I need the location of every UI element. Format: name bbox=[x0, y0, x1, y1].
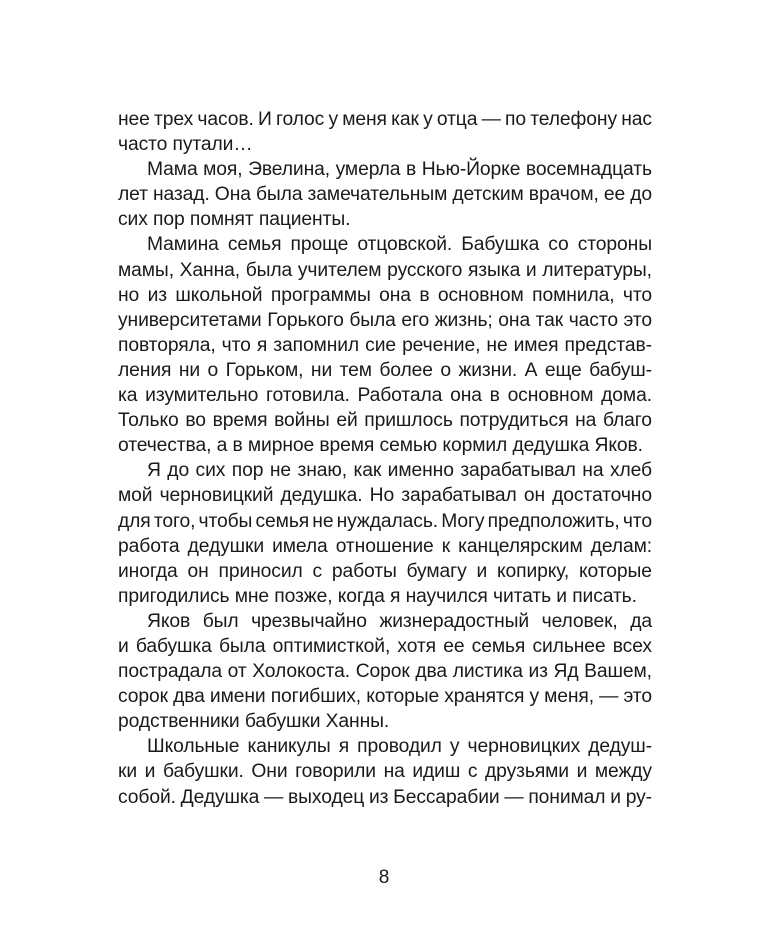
text-word: часов. bbox=[197, 109, 254, 130]
text-word: Горького bbox=[267, 309, 344, 331]
text-word: меня, bbox=[544, 686, 595, 708]
text-word: замечательным bbox=[307, 184, 448, 206]
text-word: от bbox=[227, 661, 247, 683]
text-line bbox=[118, 132, 652, 157]
text-word: отцовской. bbox=[357, 234, 453, 256]
text-word: нее bbox=[118, 109, 150, 130]
text-word: Школьные bbox=[147, 736, 240, 758]
text-word: И bbox=[257, 109, 272, 130]
text-word: дома. bbox=[601, 385, 652, 407]
text-line bbox=[118, 157, 652, 182]
text-word: проводил bbox=[357, 736, 442, 758]
text-word: более bbox=[379, 359, 433, 381]
text-word: нуждалась. bbox=[336, 510, 439, 532]
text-word: лет bbox=[118, 184, 148, 206]
text-word: программы bbox=[270, 284, 371, 306]
text-line bbox=[118, 759, 652, 784]
text-word: А bbox=[524, 359, 538, 381]
text-word: достаточно bbox=[552, 485, 652, 507]
text-line bbox=[118, 308, 652, 333]
text-word: для bbox=[118, 510, 151, 532]
text-word: литературы, bbox=[542, 259, 652, 281]
text-word: делам: bbox=[590, 535, 652, 557]
text-word: идиш bbox=[412, 761, 461, 783]
text-word: семья bbox=[471, 635, 526, 657]
text-word: у bbox=[328, 109, 338, 130]
text-word: что bbox=[221, 334, 251, 356]
text-word: собой. bbox=[118, 786, 176, 808]
text-word: о bbox=[207, 359, 219, 381]
text-word: это bbox=[623, 309, 652, 331]
text-line-content: отечества, а в мирное время семью кормил дедушка Яков. bbox=[118, 435, 643, 457]
text-word: Яд bbox=[553, 661, 579, 683]
text-word: повторяла, bbox=[118, 334, 216, 356]
text-word: тем bbox=[339, 359, 372, 381]
text-word: между bbox=[594, 761, 652, 783]
text-word: чрезвычайно bbox=[251, 610, 367, 632]
text-word: до bbox=[167, 460, 190, 482]
text-word: всех bbox=[612, 635, 652, 657]
text-word: его bbox=[401, 309, 430, 331]
text-word: как bbox=[391, 109, 419, 130]
text-line bbox=[118, 785, 652, 810]
text-word: хлеб bbox=[609, 460, 652, 482]
text-word: изумительно bbox=[145, 385, 259, 407]
text-word: сильнее bbox=[532, 635, 606, 657]
text-word: выходец bbox=[288, 786, 365, 808]
text-word: в bbox=[406, 159, 417, 181]
text-word: что bbox=[622, 510, 652, 532]
text-line-content: родственники бабушки Ханны. bbox=[118, 711, 390, 733]
text-word: на bbox=[582, 460, 604, 482]
text-line-content: пригодились мне позже, когда я научился читать и писать. bbox=[118, 585, 637, 607]
text-word: не bbox=[312, 510, 334, 532]
text-word: со bbox=[548, 234, 569, 256]
text-word: того, bbox=[153, 510, 196, 532]
text-word: я bbox=[256, 334, 268, 356]
text-word: копирку, bbox=[496, 560, 570, 582]
text-line-content: сих пор помнят пациенты. bbox=[118, 209, 351, 231]
text-word: жизнерадостный bbox=[379, 610, 530, 632]
text-line bbox=[118, 182, 652, 207]
text-word: на bbox=[575, 410, 597, 432]
text-word: она bbox=[379, 284, 411, 306]
text-line-content: часто путали… bbox=[118, 134, 253, 156]
text-word: у bbox=[529, 686, 539, 708]
text-line bbox=[118, 483, 652, 508]
text-line bbox=[118, 559, 652, 584]
text-word: он bbox=[523, 485, 545, 507]
text-word: черновицкий bbox=[159, 485, 274, 507]
text-word: иногда bbox=[118, 560, 178, 582]
text-line bbox=[118, 107, 652, 132]
text-word: врачом, bbox=[528, 184, 599, 206]
text-word: что bbox=[622, 284, 652, 306]
text-word: — bbox=[481, 109, 501, 130]
text-word: друзьями bbox=[485, 761, 569, 783]
text-word: была bbox=[255, 184, 303, 206]
text-word: Нью-Йорке bbox=[421, 159, 521, 181]
text-word: листика bbox=[452, 661, 523, 683]
text-line bbox=[118, 634, 652, 659]
text-word: помнила, bbox=[532, 284, 615, 306]
text-line bbox=[118, 433, 652, 458]
text-word: часто bbox=[568, 309, 618, 331]
text-word: по bbox=[505, 109, 526, 130]
text-word: семья bbox=[227, 234, 282, 256]
text-word: которые bbox=[366, 686, 440, 708]
text-word: бабуш- bbox=[589, 359, 652, 381]
text-word: ее bbox=[443, 635, 465, 657]
text-word: жизнь; bbox=[434, 309, 493, 331]
text-word: умерла bbox=[335, 159, 401, 181]
text-word: русского bbox=[387, 259, 463, 281]
text-word: и bbox=[525, 259, 537, 281]
text-word: человек, bbox=[541, 610, 618, 632]
text-word: ка bbox=[118, 385, 138, 407]
text-word: дедуш- bbox=[588, 736, 652, 758]
text-word: ки bbox=[118, 761, 138, 783]
text-line bbox=[118, 358, 652, 383]
text-word: речение, bbox=[402, 334, 481, 356]
text-word: Она bbox=[214, 184, 251, 206]
text-word: во bbox=[185, 410, 206, 432]
text-line bbox=[118, 734, 652, 759]
text-word: говорили bbox=[295, 761, 376, 783]
text-word: Холокоста. bbox=[252, 661, 351, 683]
text-word: на bbox=[383, 761, 405, 783]
text-word: проще bbox=[290, 234, 349, 256]
text-word: учителем bbox=[297, 259, 382, 281]
text-word: имея bbox=[513, 334, 559, 356]
text-word: восемнадцать bbox=[525, 159, 652, 181]
text-word: Мамина bbox=[147, 234, 219, 256]
text-line bbox=[118, 258, 652, 283]
text-word: меня bbox=[342, 109, 387, 130]
text-word: благо bbox=[602, 410, 652, 432]
text-word: чтобы bbox=[198, 510, 253, 532]
text-word: Они bbox=[251, 761, 288, 783]
text-word: запомнил bbox=[273, 334, 360, 356]
text-word: Дедушка bbox=[180, 786, 260, 808]
text-word: детским bbox=[452, 184, 524, 206]
text-word: Мама bbox=[147, 159, 198, 181]
text-word: ей bbox=[336, 410, 358, 432]
text-word: потрудиться bbox=[459, 410, 569, 432]
text-word: нас bbox=[621, 109, 652, 130]
text-word: не bbox=[269, 460, 292, 482]
text-word: так bbox=[535, 309, 564, 331]
text-word: стороны bbox=[577, 234, 652, 256]
text-word: это bbox=[623, 686, 652, 708]
text-word: два bbox=[173, 686, 205, 708]
text-word: моя, bbox=[203, 159, 243, 181]
text-word: дедушки bbox=[187, 535, 265, 557]
text-word: Но bbox=[369, 485, 395, 507]
text-word: каникулы bbox=[247, 736, 331, 758]
text-word: именно bbox=[387, 460, 454, 482]
text-word: была bbox=[218, 635, 266, 657]
text-word: университетами bbox=[118, 309, 262, 331]
text-word: два bbox=[415, 661, 448, 683]
text-word: и bbox=[576, 761, 588, 783]
text-word: в bbox=[419, 284, 430, 306]
text-word: отношение bbox=[335, 535, 434, 557]
text-word: дедушка. bbox=[280, 485, 363, 507]
text-word: Вашем, bbox=[584, 661, 652, 683]
text-word: к bbox=[441, 535, 451, 557]
text-word: о bbox=[440, 359, 451, 381]
text-word: Эвелина, bbox=[248, 159, 331, 181]
text-word: не bbox=[486, 334, 508, 356]
text-word: пор bbox=[231, 460, 264, 482]
text-word: которые bbox=[578, 560, 652, 582]
text-line bbox=[118, 207, 652, 232]
text-word: и bbox=[144, 761, 156, 783]
text-word: Я bbox=[147, 460, 161, 482]
text-word: была bbox=[245, 259, 293, 281]
text-word: как bbox=[353, 460, 382, 482]
text-word: Сорок bbox=[355, 661, 410, 683]
text-word: войны bbox=[274, 410, 330, 432]
text-word: голос bbox=[275, 109, 325, 130]
text-word: основном bbox=[437, 284, 524, 306]
text-word: Яков bbox=[147, 610, 191, 632]
text-word: имела bbox=[272, 535, 328, 557]
text-word: еще bbox=[544, 359, 582, 381]
text-word: бабушки. bbox=[162, 761, 244, 783]
text-word: работы bbox=[331, 560, 397, 582]
text-word: она bbox=[498, 309, 531, 331]
text-word: Ханна, bbox=[179, 259, 241, 281]
text-line bbox=[118, 283, 652, 308]
text-word: в bbox=[489, 385, 500, 407]
text-line bbox=[118, 383, 652, 408]
text-word: зарабатывал bbox=[460, 460, 576, 482]
text-word: готовила. bbox=[266, 385, 350, 407]
text-word: да bbox=[630, 610, 652, 632]
text-word: бумагу bbox=[406, 560, 467, 582]
text-line bbox=[118, 509, 652, 534]
text-word: работа bbox=[118, 535, 180, 557]
text-word: у bbox=[449, 736, 460, 758]
text-word: ни bbox=[310, 359, 333, 381]
text-line bbox=[118, 458, 652, 483]
text-line bbox=[118, 684, 652, 709]
page-number: 8 bbox=[378, 867, 390, 888]
text-word: бабушка bbox=[135, 635, 212, 657]
text-word: я bbox=[338, 736, 350, 758]
text-word: ления bbox=[118, 359, 172, 381]
text-word: погибших, bbox=[270, 686, 362, 708]
text-word: — bbox=[599, 686, 619, 708]
text-line bbox=[118, 408, 652, 433]
text-word: Горьком, bbox=[225, 359, 304, 381]
text-word: хотя bbox=[397, 635, 437, 657]
text-word: имени bbox=[209, 686, 266, 708]
text-word: Работала bbox=[357, 385, 443, 407]
text-word: из bbox=[147, 284, 167, 306]
text-word: Бабушка bbox=[461, 234, 540, 256]
text-word: но bbox=[118, 284, 140, 306]
text-word: черновицких bbox=[467, 736, 581, 758]
text-word: — bbox=[504, 786, 524, 808]
text-line bbox=[118, 659, 652, 684]
page-body-text bbox=[118, 107, 652, 810]
text-word: и bbox=[610, 786, 621, 808]
text-word: сих bbox=[195, 460, 226, 482]
text-word: знаю, bbox=[297, 460, 348, 482]
text-word: понимал bbox=[528, 786, 606, 808]
text-word: пришлось bbox=[364, 410, 453, 432]
text-word: сие bbox=[365, 334, 396, 356]
text-word: основном bbox=[507, 385, 594, 407]
text-word: — bbox=[264, 786, 284, 808]
text-word: она bbox=[450, 385, 482, 407]
text-word: с bbox=[312, 560, 323, 582]
text-line bbox=[118, 232, 652, 257]
text-word: предположить, bbox=[487, 510, 620, 532]
text-word: канцелярским bbox=[458, 535, 583, 557]
text-word: был bbox=[202, 610, 239, 632]
text-word: была bbox=[349, 309, 396, 331]
text-word: Бессарабии bbox=[393, 786, 500, 808]
text-word: представ- bbox=[564, 334, 652, 356]
text-word: мамы, bbox=[118, 259, 174, 281]
text-word: из bbox=[528, 661, 548, 683]
text-word: приносил bbox=[218, 560, 303, 582]
text-word: с bbox=[467, 761, 478, 783]
text-word: ни bbox=[178, 359, 201, 381]
text-word: отца bbox=[436, 109, 478, 130]
text-word: семья bbox=[255, 510, 310, 532]
text-word: мой bbox=[118, 485, 153, 507]
text-word: ру- bbox=[625, 786, 652, 808]
text-word: до bbox=[630, 184, 652, 206]
text-word: жизни. bbox=[458, 359, 518, 381]
text-line bbox=[118, 333, 652, 358]
text-word: и bbox=[118, 635, 129, 657]
text-word: время bbox=[212, 410, 268, 432]
text-word: телефону bbox=[530, 109, 617, 130]
text-line bbox=[118, 584, 652, 609]
text-word: назад. bbox=[152, 184, 210, 206]
text-word: Только bbox=[118, 410, 179, 432]
text-line bbox=[118, 609, 652, 634]
text-word: хранятся bbox=[444, 686, 525, 708]
text-word: и bbox=[476, 560, 488, 582]
text-word: оптимисткой, bbox=[272, 635, 391, 657]
text-word: сорок bbox=[118, 686, 168, 708]
text-word: зарабатывал bbox=[401, 485, 517, 507]
text-line bbox=[118, 709, 652, 734]
text-word: ее bbox=[603, 184, 626, 206]
text-word: из bbox=[368, 786, 389, 808]
text-word: трех bbox=[154, 109, 194, 130]
text-word: языка bbox=[467, 259, 521, 281]
text-word: Могу bbox=[441, 510, 485, 532]
text-word: пострадала bbox=[118, 661, 223, 683]
text-word: он bbox=[187, 560, 209, 582]
text-line bbox=[118, 534, 652, 559]
text-word: у bbox=[423, 109, 433, 130]
text-word: школьной bbox=[175, 284, 263, 306]
